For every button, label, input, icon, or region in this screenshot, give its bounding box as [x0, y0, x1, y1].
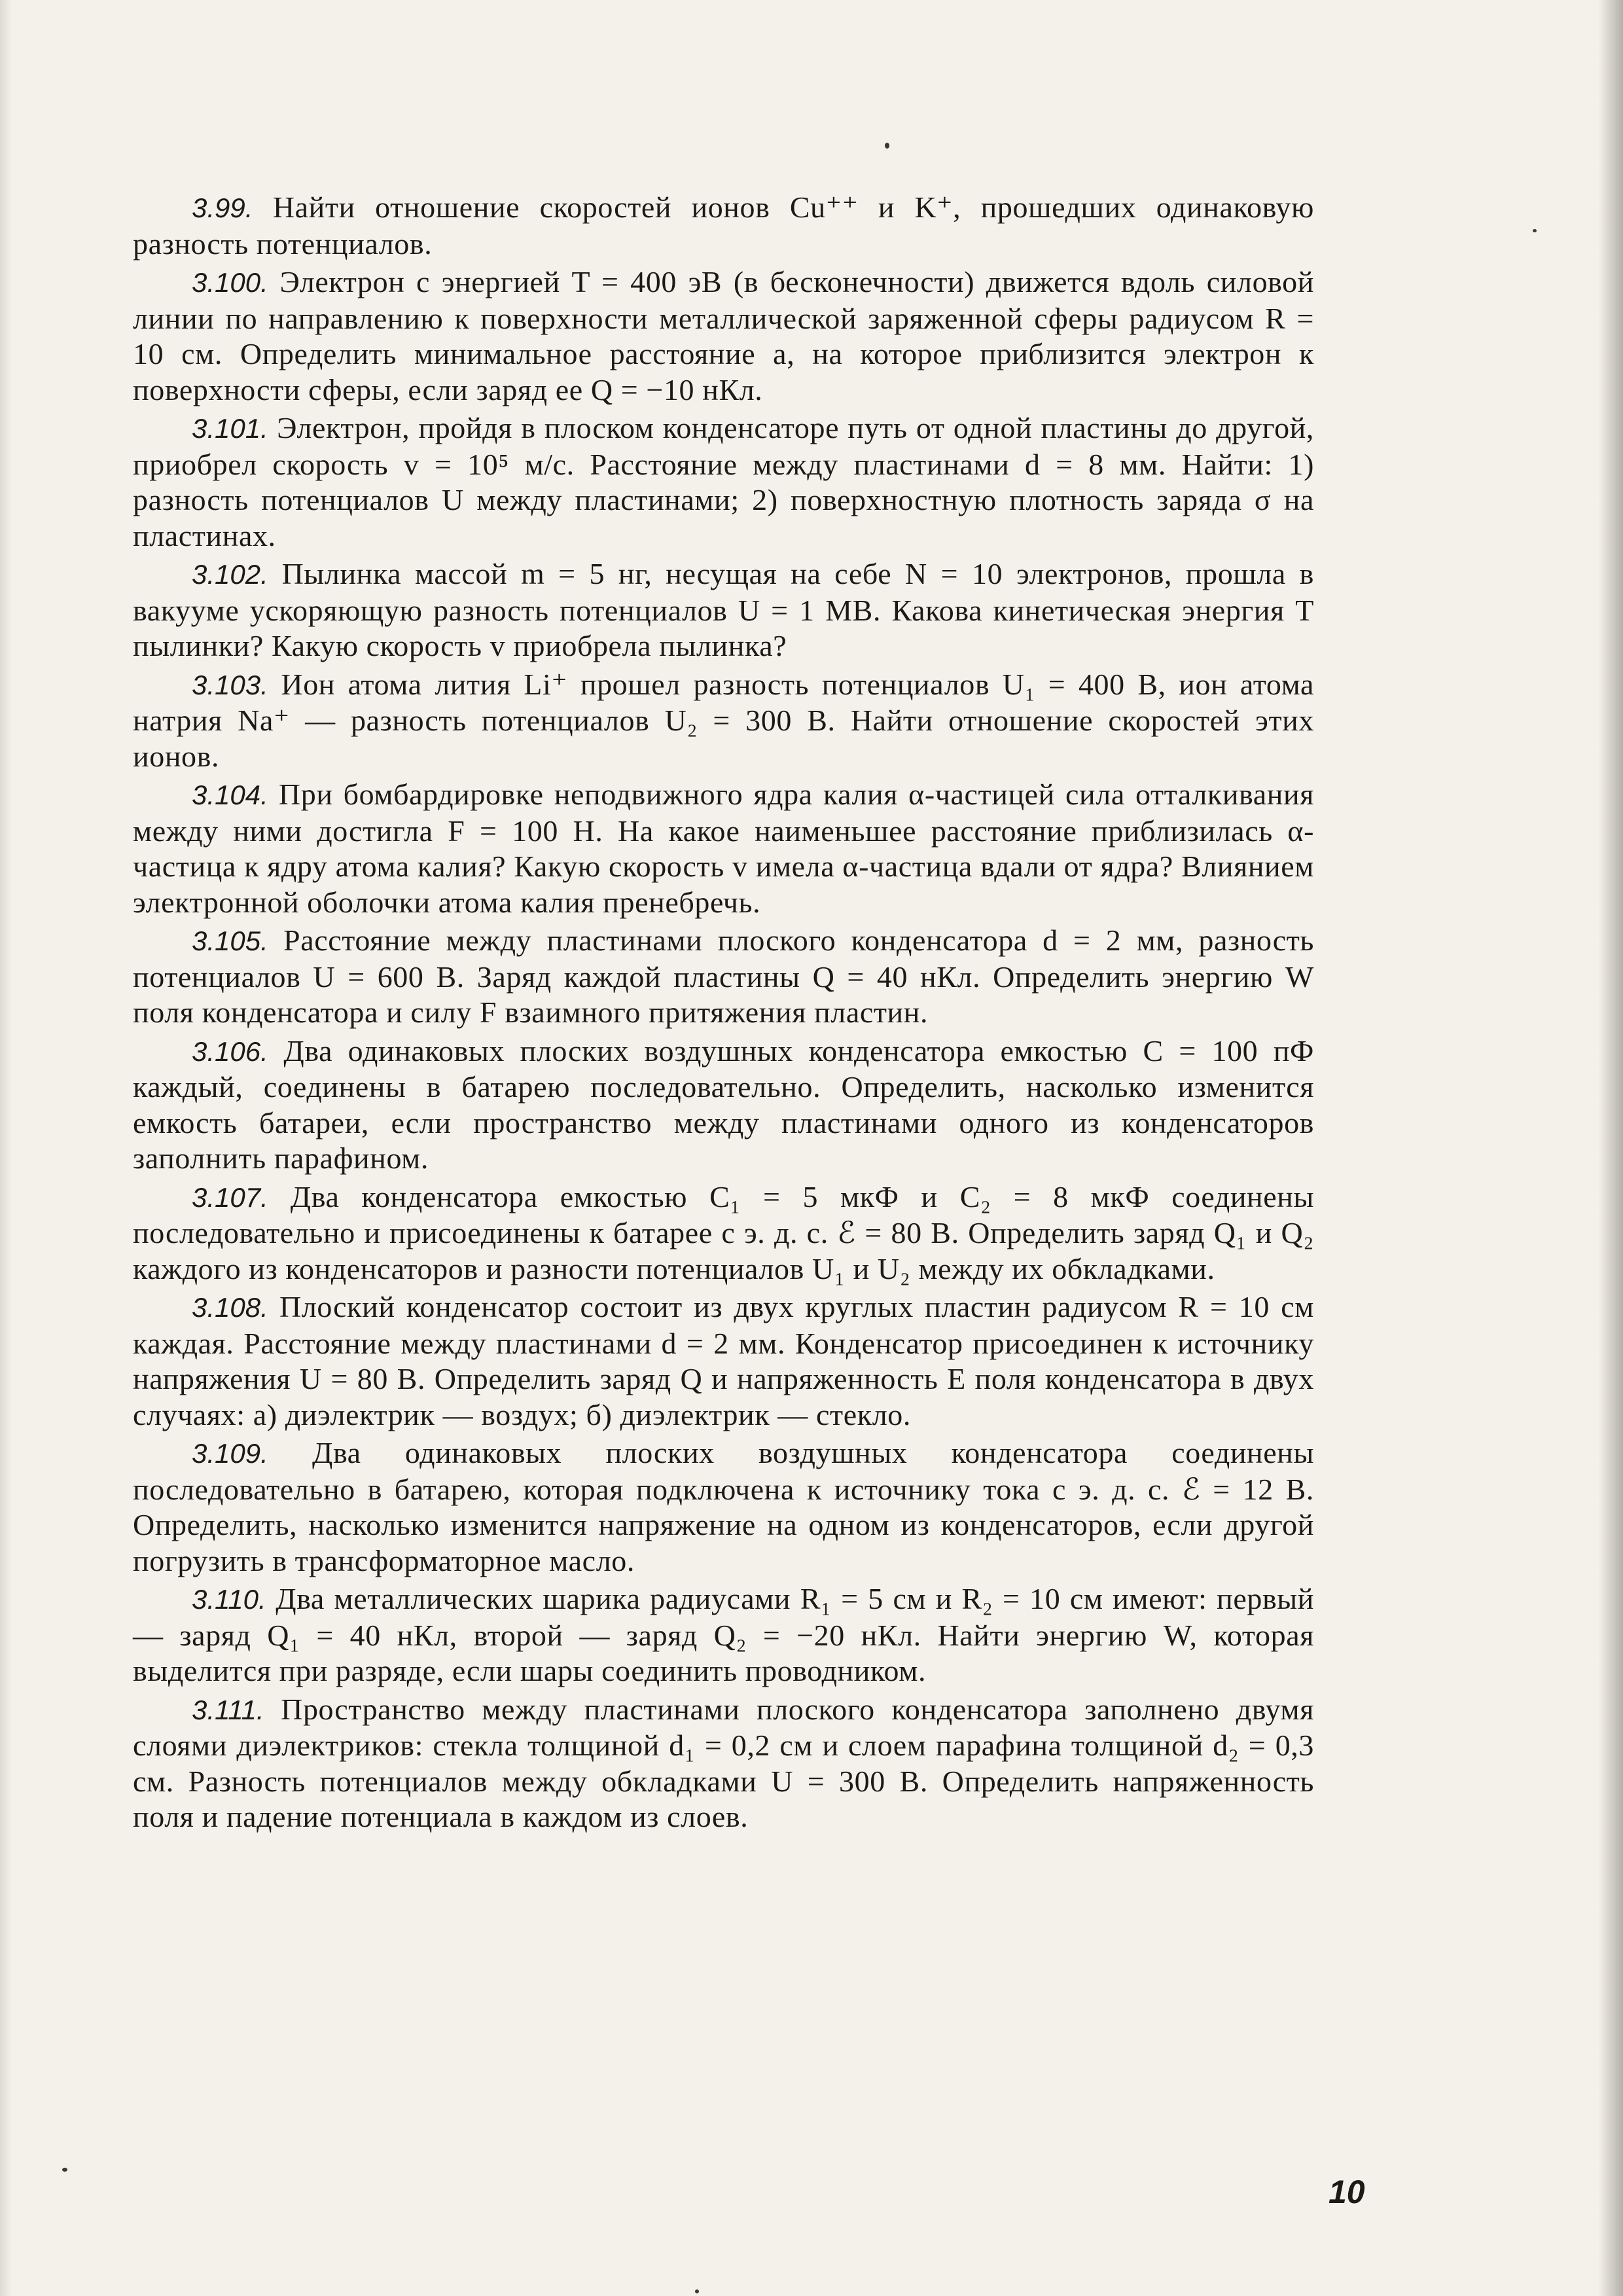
problem-text: Два конденсатора емкостью C₁ = 5 мкФ и C₂ = 8 мкФ соединены последовательно и присоединены к батарее с э. д. с. ℰ = 80 В. Определить заряд Q₁ и Q₂ каждого из конденсаторов и разности потенциалов U₁ и U₂ между их обкладками.	[133, 1179, 1314, 1285]
problem-number: 3.110.	[192, 1584, 266, 1615]
problem-number: 3.99.	[192, 192, 253, 223]
problem-3-105	[133, 923, 1314, 1031]
problem-3-110	[133, 1581, 1314, 1689]
problem-text: Плоский конденсатор состоит из двух круглых пластин радиусом R = 10 см каждая. Расстояние между пластинами d = 2 мм. Конденсатор присоединен к источнику напряжения U = 80 В. Определить заряд Q и напряженность E поля конденсатора в двух случаях: а) диэлектрик — воздух; б) диэлектрик — стекло.	[133, 1290, 1314, 1431]
problem-number: 3.104.	[192, 780, 268, 810]
problem-number: 3.106.	[192, 1035, 268, 1067]
problem-3-109	[133, 1435, 1314, 1579]
problem-text: Пространство между пластинами плоского конденсатора заполнено двумя слоями диэлектриков: стекла толщиной d₁ = 0,2 см и слоем парафина толщиной d₂ = 0,3 см. Разность потенциалов между обкладками U = 300 В. Определить напряженность поля и падение потенциала в каждом из слоев.	[133, 1692, 1314, 1833]
problem-text: Ион атома лития Li⁺ прошел разность потенциалов U₁ = 400 В, ион атома натрия Na⁺ — разность потенциалов U₂ = 300 В. Найти отношение скоростей этих ионов.	[133, 667, 1314, 773]
problem-list	[133, 190, 1314, 1838]
problem-text: Электрон, пройдя в плоском конденсаторе путь от одной пластины до другой, приобрел скорость v = 10⁵ м/с. Расстояние между пластинами d = 8 мм. Найти: 1) разность потенциалов U между пластинами; 2) поверхностную плотность заряда σ на пластинах.	[133, 411, 1314, 552]
problem-text: Найти отношение скоростей ионов Cu⁺⁺ и K⁺, прошедших одинаковую разность потенциалов.	[133, 190, 1314, 260]
problem-number: 3.101.	[192, 413, 268, 444]
problem-number: 3.103.	[192, 669, 268, 700]
problem-3-99	[133, 190, 1314, 262]
problem-number: 3.108.	[192, 1292, 268, 1323]
problem-text: Два одинаковых плоских воздушных конденсатора емкостью C = 100 пФ каждый, соединены в батарею последовательно. Определить, насколько изменится емкость батареи, если пространство между пластинами одного из конденсаторов заполнить парафином.	[133, 1033, 1314, 1175]
problem-3-102	[133, 556, 1314, 664]
scan-speck	[1533, 229, 1537, 232]
problem-3-111	[133, 1692, 1314, 1835]
problem-number: 3.105.	[192, 925, 268, 956]
problem-text: Два металлических шарика радиусами R₁ = 5 см и R₂ = 10 см имеют: первый — заряд Q₁ = 40 нКл, второй — заряд Q₂ = −20 нКл. Найти энергию W, которая выделится при разряде, если шары соединить проводником.	[133, 1582, 1314, 1687]
problem-3-108	[133, 1289, 1314, 1433]
page-shadow-left	[0, 0, 12, 2296]
scan-speck	[695, 2289, 699, 2293]
page-shadow-right	[1598, 0, 1623, 2296]
problem-number: 3.100.	[192, 267, 268, 298]
problem-number: 3.111.	[192, 1694, 264, 1725]
problem-3-104	[133, 777, 1314, 920]
problem-3-100	[133, 264, 1314, 408]
problem-3-103	[133, 667, 1314, 775]
problem-text: Два одинаковых плоских воздушных конденсатора соединены последовательно в батарею, которая подключена к источнику тока с э. д. с. ℰ = 12 В. Определить, насколько изменится напряжение на одном из конденсаторов, если другой погрузить в трансформаторное масло.	[133, 1436, 1314, 1577]
problem-text: При бомбардировке неподвижного ядра калия α-частицей сила отталкивания между ними достигла F = 100 Н. На какое наименьшее расстояние приблизилась α-частица к ядру атома калия? Какую скорость v имела α-частица вдали от ядра? Влиянием электронной оболочки атома калия пренебречь.	[133, 778, 1314, 919]
page-number: 10	[1329, 2174, 1365, 2210]
problem-number: 3.102.	[192, 559, 268, 590]
problem-text: Электрон с энергией T = 400 эВ (в бесконечности) движется вдоль силовой линии по направлению к поверхности металлической заряженной сферы радиусом R = 10 см. Определить минимальное расстояние a, на которое приблизится электрон к поверхности сферы, если заряд ее Q = −10 нКл.	[133, 265, 1314, 406]
problem-3-107	[133, 1179, 1314, 1287]
problem-text: Расстояние между пластинами плоского конденсатора d = 2 мм, разность потенциалов U = 600 В. Заряд каждой пластины Q = 40 нКл. Определить энергию W поля конденсатора и силу F взаимного притяжения пластин.	[133, 924, 1314, 1029]
problem-number: 3.107.	[192, 1181, 268, 1213]
problem-number: 3.109.	[192, 1438, 268, 1469]
problem-3-106	[133, 1033, 1314, 1177]
scan-speck	[62, 2168, 67, 2172]
scan-speck	[885, 143, 889, 149]
problem-3-101	[133, 410, 1314, 554]
problem-text: Пылинка массой m = 5 нг, несущая на себе N = 10 электронов, прошла в вакууме ускоряющую разность потенциалов U = 1 МВ. Какова кинетическая энергия T пылинки? Какую скорость v приобрела пылинка?	[133, 557, 1314, 662]
